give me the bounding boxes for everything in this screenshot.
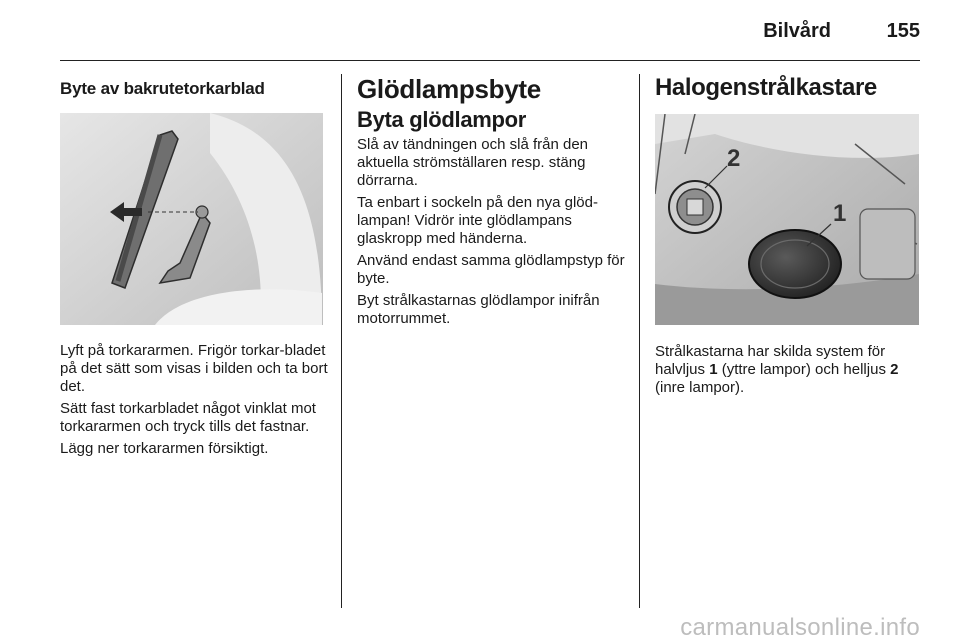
wiper-paragraph-3: Lägg ner torkararmen försiktigt. [60, 440, 269, 457]
bulbs-paragraph-3: Använd endast samma glödlampstyp för byte. [357, 252, 625, 287]
wiper-paragraph-1: Lyft på torkararmen. Frigör torkar-bladet på det sätt som visas i bilden och ta bort det. [60, 342, 328, 395]
headlamp-label-1: 1 [833, 200, 847, 227]
header-section-title: Bilvård [763, 20, 831, 42]
headlamp-label-2: 2 [727, 145, 741, 172]
wiper-figure [60, 113, 323, 325]
column-divider-1 [341, 74, 342, 608]
header-rule [60, 60, 920, 61]
column-bulbs [357, 74, 627, 332]
headlamp-caption [655, 343, 923, 397]
column-halogen [655, 74, 923, 401]
wiper-paragraph-2: Sätt fast torkarbladet något vinklat mot torkararmen och tryck tills det fastnar. [60, 400, 316, 435]
bulbs-title: Glödlampsbyte [357, 74, 541, 104]
caption-number-2: 2 [890, 361, 899, 378]
watermark: carmanualsonline.info [680, 614, 920, 641]
caption-part-2: (yttre lampor) och helljus [717, 361, 891, 378]
headlamp-figure [655, 114, 919, 325]
page-number: 155 [886, 20, 920, 42]
caption-part-1: Strålkastarna har skilda system för halvljus [655, 343, 886, 378]
column-divider-2 [639, 74, 640, 608]
bulbs-subtitle: Byta glödlampor [357, 107, 527, 132]
wiper-illustration [60, 113, 323, 325]
caption-part-3: (inre lampor). [655, 379, 745, 396]
column-wiper [60, 74, 330, 462]
caption-number-1: 1 [709, 361, 718, 378]
wiper-heading: Byte av bakrutetorkarblad [60, 79, 265, 98]
halogen-heading: Halogenstrålkastare [655, 74, 877, 101]
bulbs-paragraph-1: Slå av tändningen och slå från den aktuella strömställaren resp. stäng dörrarna. [357, 136, 588, 189]
headlamp-illustration [655, 114, 919, 325]
bulbs-paragraph-4: Byt strålkastarnas glödlampor inifrån motorrummet. [357, 292, 600, 327]
bulbs-paragraph-2: Ta enbart i sockeln på den nya glöd-lampan! Vidrör inte glödlampans glaskropp med händerna. [357, 194, 598, 247]
